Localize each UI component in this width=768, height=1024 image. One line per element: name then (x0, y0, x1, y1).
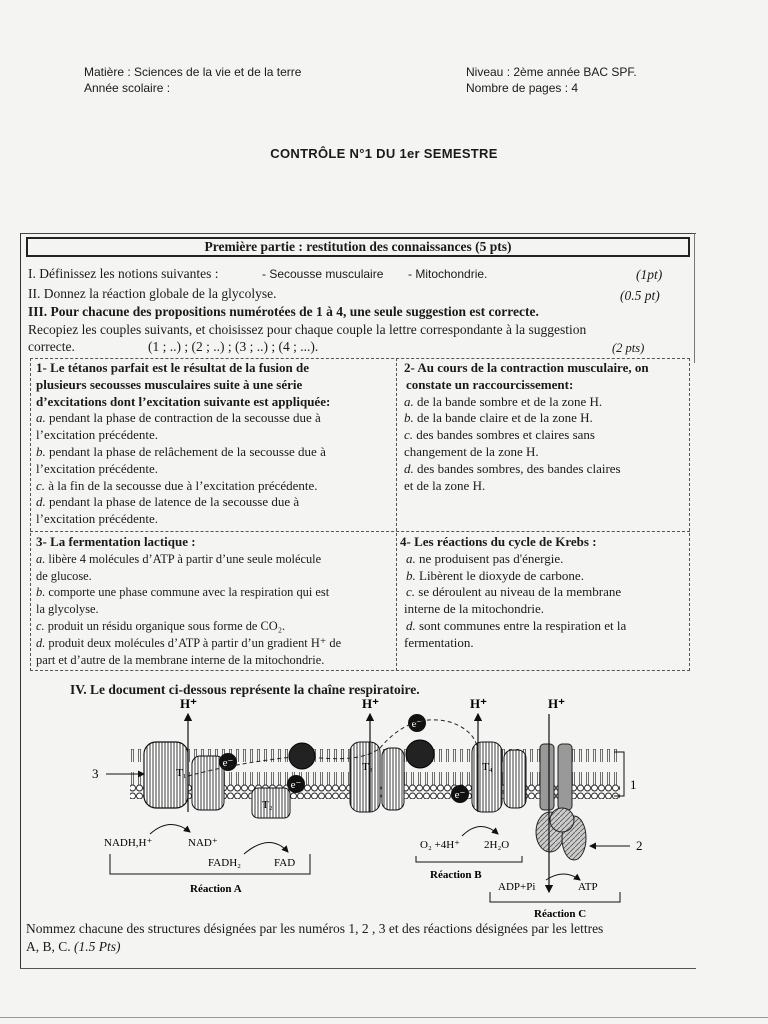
atp-synthase-head-3 (550, 808, 574, 832)
electron-icon (408, 714, 426, 732)
fad-label: FAD (274, 857, 296, 869)
complex-t3b (382, 748, 404, 810)
prop4-option-d-cont: fermentation. (404, 634, 474, 650)
fadh2-label: FADH₂ (208, 857, 241, 869)
prop1-option-d-cont: l’excitation précédente. (36, 511, 158, 527)
prop4-option-b: b. Libèrent le dioxyde de carbone. (406, 567, 584, 583)
o2-label: O₂ +4H⁺ (420, 839, 460, 851)
prop4-option-a: a. ne produisent pas d'énergie. (406, 550, 564, 566)
prop3-option-a: a. libère 4 molécules d’ATP à partir d’une seule molécule (36, 551, 322, 566)
school-year-line: Année scolaire : (84, 81, 171, 95)
t3-label: T₃ (362, 761, 373, 773)
prop1-title-l1: 1- Le tétanos parfait est le résultat de la fusion de (36, 360, 309, 375)
h2o-label: 2H₂O (484, 839, 510, 851)
q3-title: III. Pour chacune des propositions numérotées de 1 à 4, une seule suggestion est correcte. (28, 304, 539, 319)
prop4-option-c-cont: interne de la mitochondrie. (404, 601, 545, 617)
label-3: 3 (92, 766, 99, 781)
svg-text:e⁻: e⁻ (454, 789, 466, 801)
complex-t1b (192, 756, 224, 810)
proposition-3 (36, 534, 394, 668)
prop2-option-d-cont: et de la zone H. (404, 477, 486, 493)
q4-instruction-l1: Nommez chacune des structures désignées par les numéros 1, 2 , 3 et des réactions désignées par les lettres (26, 921, 604, 936)
svg-text:e⁻: e⁻ (411, 718, 423, 730)
prop3-option-b: b. comporte une phase commune avec la respiration qui est (36, 585, 330, 600)
q3-instruction: Recopiez les couples suivants, et choisissez pour chaque couple la lettre correspondante à la suggestion (28, 322, 587, 337)
prop3-option-d-cont: part et d’autre de la membrane interne de la mitochondrie. (36, 652, 325, 667)
complex-t4b (504, 750, 526, 808)
electron-icon (451, 785, 469, 803)
cytochrome-c (406, 740, 434, 768)
q1-label: I. Définissez les notions suivantes : (28, 266, 219, 281)
prop1-option-a: a. pendant la phase de contraction de la secousse due à (36, 410, 321, 426)
adp-label: ADP+Pi (498, 881, 536, 893)
q3-points: (2 pts) (612, 341, 645, 355)
proposition-4 (400, 534, 688, 652)
svg-text:e⁻: e⁻ (290, 779, 302, 791)
proposition-1 (36, 360, 391, 528)
prop2-option-b: b. de la bande claire et de la zone H. (404, 410, 593, 426)
nad-label: NAD⁺ (188, 837, 218, 849)
part-title: Première partie : restitution des connaissances (5 pts) (26, 237, 690, 257)
atp-synthase-stator (540, 744, 554, 810)
t2-label: T₂ (262, 799, 273, 811)
prop3-option-a-cont: de glucose. (36, 568, 92, 583)
q3-pairs: (1 ; ..) ; (2 ; ..) ; (3 ; ..) ; (4 ; ...). (148, 339, 319, 354)
label-1: 1 (630, 777, 637, 792)
prop3-option-d: d. produit deux molécules d’ATP à partir d’un gradient H⁺ de (36, 635, 342, 650)
prop4-title: 4- Les réactions du cycle de Krebs : (400, 534, 597, 549)
prop4-option-d: d. sont communes entre la respiration et la (406, 617, 627, 633)
prop4-option-c: c. se déroulent au niveau de la membrane (406, 584, 622, 600)
q4-instruction-l2: A, B, C. (1.5 Pts) (26, 939, 121, 954)
prop3-title: 3- La fermentation lactique : (36, 534, 196, 549)
prop1-option-b-cont: l’excitation précédente. (36, 460, 158, 476)
t1-label: T₁ (176, 767, 187, 779)
complex-t3a (350, 742, 380, 812)
q2-label: II. Donnez la réaction globale de la glycolyse. (28, 286, 277, 301)
atp-synthase-stator-2 (558, 744, 572, 810)
prop2-title-l1: 2- Au cours de la contraction musculaire, on (404, 360, 649, 375)
reaction-c-bracket (490, 892, 620, 902)
reaction-c-arrow (546, 874, 580, 880)
reaction-b-label: Réaction B (430, 869, 482, 881)
q2-points: (0.5 pt) (620, 288, 660, 303)
h-plus-label: H⁺ (362, 696, 379, 711)
prop2-option-d: d. des bandes sombres, des bandes claires (404, 460, 621, 476)
prop1-option-c: c. à la fin de la secousse due à l’excitation précédente. (36, 477, 318, 493)
page-bottom-rule (0, 1017, 768, 1018)
prop1-title-l2: plusieurs secousses musculaires suite à une série (36, 376, 303, 392)
prop2-option-c-cont: changement de la zone H. (404, 443, 539, 459)
complex-t4a (472, 742, 502, 812)
reaction-c-label: Réaction C (534, 908, 587, 920)
frame-left (20, 233, 21, 968)
proposition-2 (404, 360, 688, 494)
svg-text:e⁻: e⁻ (222, 757, 234, 769)
reaction-a-arrow (150, 824, 190, 834)
frame-top (20, 233, 696, 234)
pages-line: Nombre de pages : 4 (466, 81, 579, 95)
reaction-b-arrow (462, 826, 498, 836)
q1-points: (1pt) (636, 267, 663, 282)
prop2-option-c: c. des bandes sombres et claires sans (404, 427, 595, 443)
label-2: 2 (636, 838, 643, 853)
q4-instruction (26, 920, 686, 956)
reaction-a-arrow-2 (244, 842, 288, 854)
reaction-b-bracket (416, 856, 522, 862)
q1-item-secousse: - Secousse musculaire (262, 267, 384, 281)
h-plus-label: H⁺ (548, 696, 565, 711)
frame-right (694, 233, 695, 363)
level-line: Niveau : 2ème année BAC SPF. (466, 65, 637, 79)
prop1-option-a-cont: l’excitation précédente. (36, 427, 158, 443)
grid-horizontal-divider (30, 531, 690, 532)
electron-icon (219, 753, 237, 771)
t4-label: T₄ (482, 761, 493, 773)
prop1-title-l3: d’excitations dont l’excitation suivante est appliquée: (36, 393, 331, 409)
prop1-option-b: b. pendant la phase de relâchement de la secousse due à (36, 443, 326, 459)
prop2-title-l2: constate un raccourcissement: (406, 376, 574, 392)
q3-correcte: correcte. (28, 339, 75, 354)
respiratory-chain-diagram (80, 692, 680, 920)
atp-label: ATP (578, 881, 598, 893)
h-plus-label: H⁺ (470, 696, 487, 711)
prop2-option-a: a. de la bande sombre et de la zone H. (404, 393, 603, 409)
q4-title: IV. Le document ci-dessous représente la chaîne respiratoire. (70, 682, 420, 697)
prop3-option-c: c. produit un résidu organique sous forme de CO₂. (36, 618, 286, 633)
page-title: CONTRÔLE N°1 DU 1er SEMESTRE (270, 146, 498, 161)
h-plus-label: H⁺ (180, 696, 197, 711)
q1-item-mitochondrie: - Mitochondrie. (408, 267, 488, 281)
nadh-label: NADH,H⁺ (104, 837, 153, 849)
subject-line: Matière : Sciences de la vie et de la terre (84, 65, 302, 79)
prop3-option-b-cont: la glycolyse. (36, 602, 99, 617)
prop1-option-d: d. pendant la phase de latence de la secousse due à (36, 494, 300, 510)
reaction-a-label: Réaction A (190, 883, 242, 895)
grid-vertical-divider (396, 358, 397, 671)
frame-bottom (20, 968, 696, 969)
electron-icon (287, 775, 305, 793)
